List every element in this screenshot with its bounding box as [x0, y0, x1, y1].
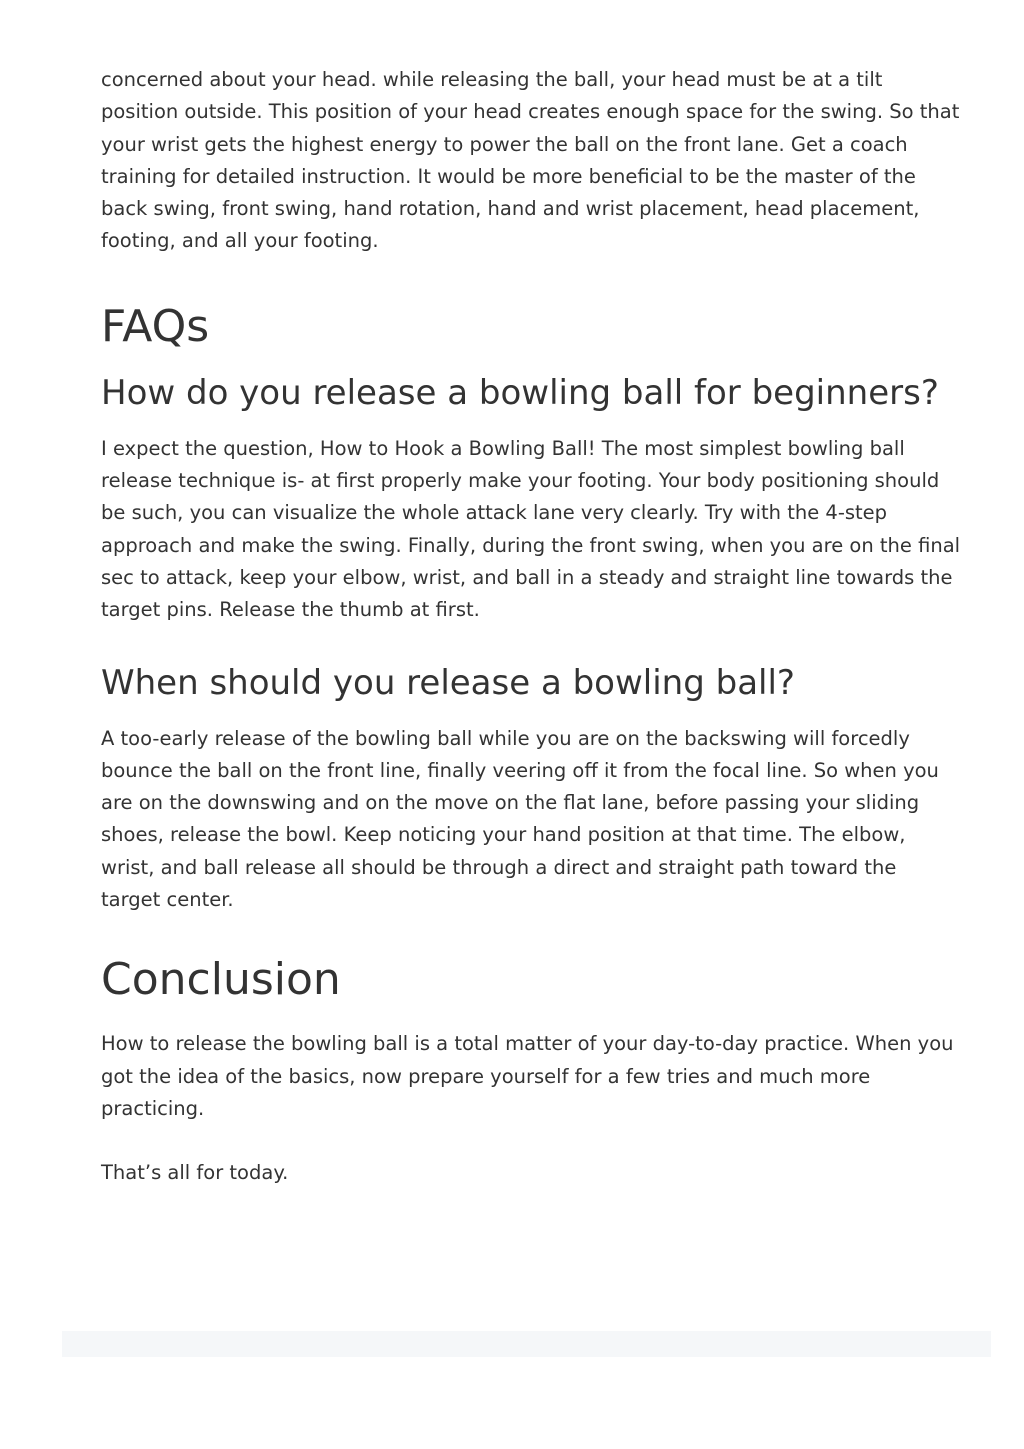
faq-answer-2: A too-early release of the bowling ball while you are on the backswing will forcedly bounce the ball on the front line, finally veering off it from the focal line. So when you are on the downswing and on the move on the flat lane, before passing your sliding shoes, release the bowl. Keep noticing your hand position at that time. The elbow, wrist, and ball release all should be through a direct and straight path toward the target center. [101, 726, 939, 912]
faq-question-2: When should you release a bowling ball? [101, 662, 795, 703]
intro-paragraph: concerned about your head. while releasing the ball, your head must be at a tilt position outside. This position of your head creates enough space for the swing. So that your wrist gets the highest energy to power the ball on the front lane. Get a coach training for detailed instruction. It would be more beneficial to be the master of the back swing, front swing, hand rotation, hand and wrist placement, head placement, footing, and all your footing. [101, 68, 960, 253]
conclusion-heading: Conclusion [101, 954, 341, 1006]
footer-bar [62, 1331, 991, 1357]
faqs-heading: FAQs [101, 300, 210, 352]
article-content [101, 64, 961, 1190]
faq-question-1: How do you release a bowling ball for beginners? [101, 372, 939, 413]
faq-answer-1: I expect the question, How to Hook a Bowling Ball! The most simplest bowling ball release technique is- at first properly make your footing. Your body positioning should be such, you can visualize the whole attack lane very clearly. Try with the 4-step approach and make the swing. Finally, during the front swing, when you are on the final sec to attack, keep your elbow, wrist, and ball in a steady and straight line towards the target pins. Release the thumb at first. [101, 436, 961, 622]
conclusion-paragraph: How to release the bowling ball is a total matter of your day-to-day practice. When you got the idea of the basics, now prepare yourself for a few tries and much more practicing. [101, 1032, 954, 1120]
closing-paragraph: That’s all for today. [101, 1161, 289, 1185]
